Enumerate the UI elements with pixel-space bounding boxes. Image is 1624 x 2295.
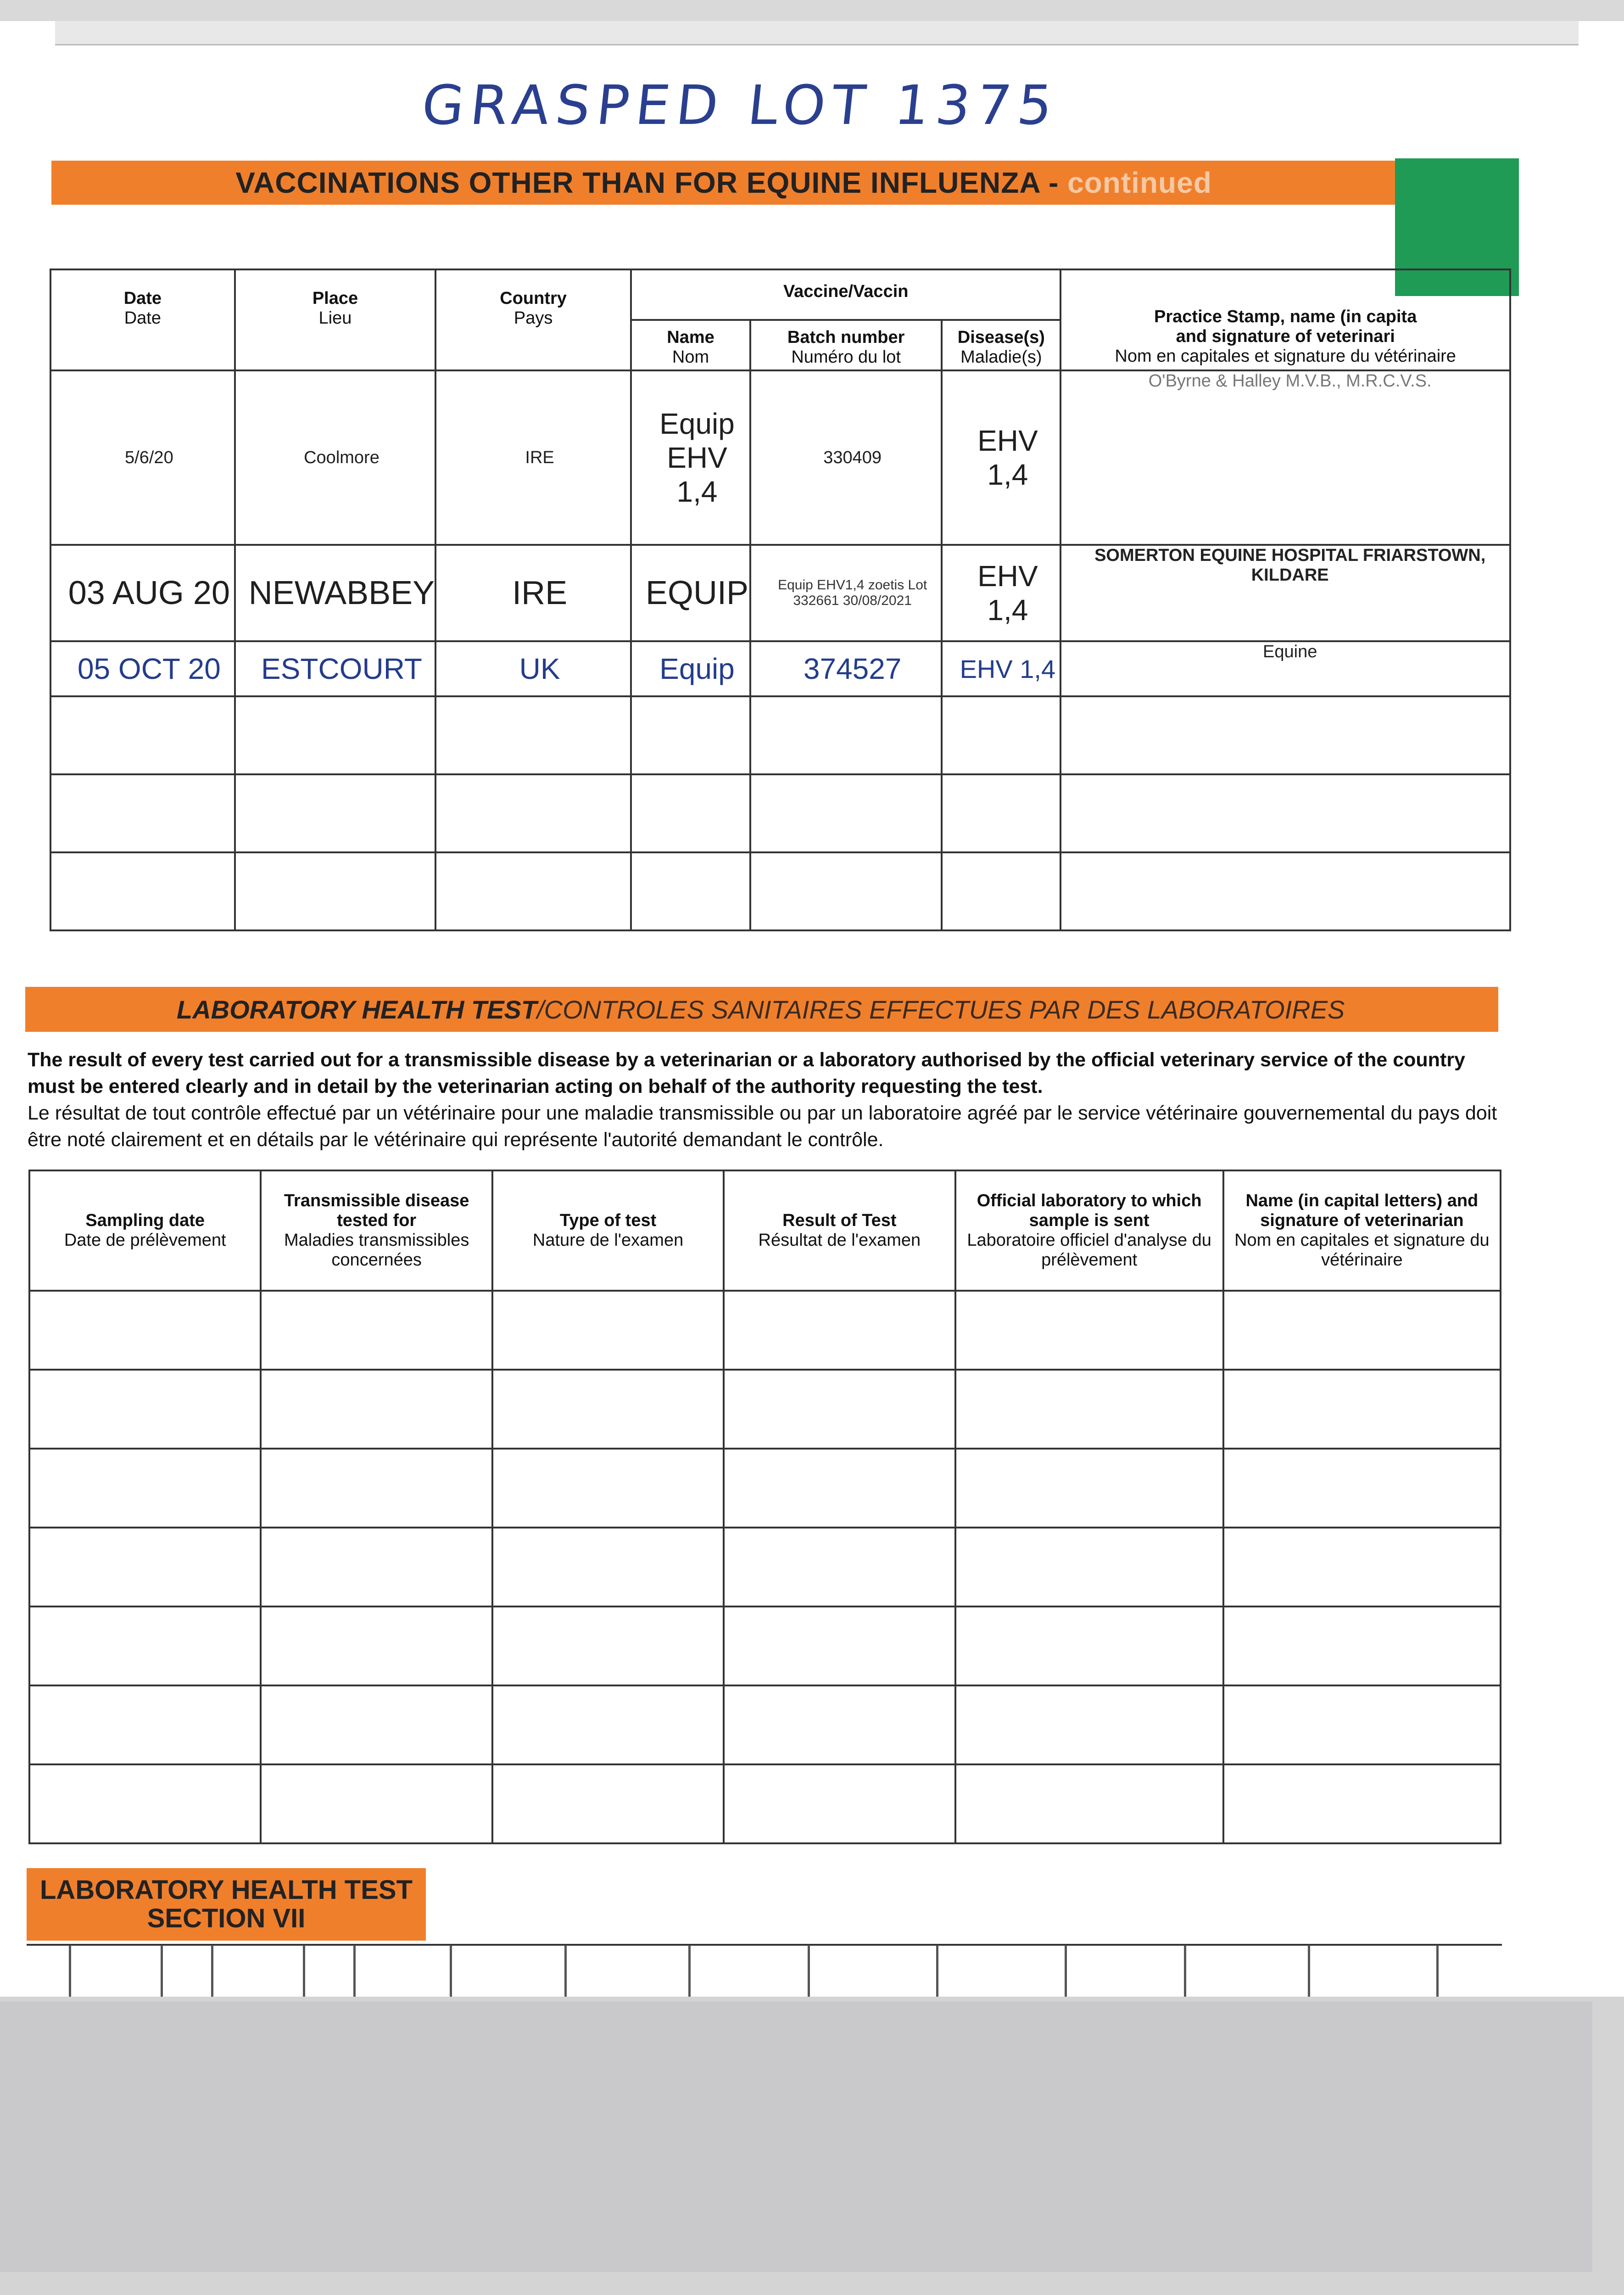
table-row — [29, 1606, 1501, 1685]
row1-disease: EHV 1,4 — [942, 370, 1060, 545]
vaccination-section-title-suffix: continued — [1067, 166, 1212, 199]
vaccination-section-banner — [51, 161, 1396, 205]
row3-country: UK — [435, 641, 631, 696]
strip-divider — [69, 1945, 71, 2000]
section-label-line1: LABORATORY HEALTH TEST — [40, 1875, 413, 1905]
strip-divider — [450, 1945, 452, 2000]
row1-place: Coolmore — [235, 370, 435, 545]
table-row — [50, 370, 1510, 545]
row3-name: Equip — [631, 641, 750, 696]
lab-instructions-fr: Le résultat de tout contrôle effectué par un vétérinaire pour une maladie transmissible ou par un laboratoire agréé par le service vétérinaire gouvernemental du pays doit être noté clairement et en détails par le vétérinaire qui représente l'autorité demandant le contrôle. — [28, 1102, 1497, 1151]
strip-divider — [211, 1945, 213, 2000]
row2-name: EQUIP — [631, 545, 750, 641]
row2-batch-sticker: Equip EHV1,4 zoetis Lot 332661 30/08/2021 — [750, 545, 942, 641]
row1-date: 5/6/20 — [50, 370, 235, 545]
lab-section-title-bold: LABORATORY HEALTH TEST — [177, 995, 537, 1024]
strip-divider — [688, 1945, 691, 2000]
row2-country: IRE — [435, 545, 631, 641]
col-batch-header: Batch number Numéro du lot — [750, 320, 942, 370]
col-practice-header: Practice Stamp, name (in capita and signature of veterinari Nom en capitales et signature du vétérinaire — [1060, 269, 1510, 370]
table-row — [50, 696, 1510, 774]
col-vaccine-group-header: Vaccine/Vaccin — [631, 269, 1060, 320]
row1-name: Equip EHV 1,4 — [631, 370, 750, 545]
table-row — [29, 1291, 1501, 1370]
row3-stamp: Equine — [1060, 641, 1510, 696]
strip-divider — [936, 1945, 938, 2000]
lab-test-table — [28, 1170, 1501, 1844]
lab-instructions — [28, 1047, 1505, 1153]
strip-divider — [564, 1945, 567, 2000]
scan-bottom-shadow — [0, 2001, 1592, 2272]
row3-date: 05 OCT 20 — [50, 641, 235, 696]
row2-place: NEWABBEY — [235, 545, 435, 641]
row1-batch: 330409 — [750, 370, 942, 545]
lab-section-banner — [25, 987, 1498, 1032]
table-row — [50, 641, 1510, 696]
row3-batch: 374527 — [750, 641, 942, 696]
scan-top-edge — [0, 0, 1624, 21]
col-disease-tested-header: Transmissible disease tested for Maladies transmissibles concernées — [261, 1170, 492, 1291]
col-date-header: Date Date — [50, 269, 235, 370]
strip-divider — [1065, 1945, 1067, 2000]
row2-stamp: SOMERTON EQUINE HOSPITAL FRIARSTOWN, KILDARE — [1060, 545, 1510, 641]
col-test-type-header: Type of test Nature de l'examen — [492, 1170, 724, 1291]
col-name-header: Name Nom — [631, 320, 750, 370]
lab-instructions-en: The result of every test carried out for a transmissible disease by a veterinarian or a laboratory authorised by the official veterinary service of the country must be entered clearly and in detail by the veterinarian acting on behalf of the authority requesting the test. — [28, 1049, 1465, 1097]
row2-disease: EHV 1,4 — [942, 545, 1060, 641]
strip-divider — [161, 1945, 163, 2000]
table-row — [29, 1764, 1501, 1843]
strip-divider — [1308, 1945, 1310, 2000]
col-disease-header: Disease(s) Maladie(s) — [942, 320, 1060, 370]
table-row — [50, 774, 1510, 852]
handwritten-lot-note: GRASPED LOT 1375 — [419, 73, 1062, 137]
table-row — [50, 852, 1510, 930]
strip-divider — [1436, 1945, 1439, 2000]
row3-disease: EHV 1,4 — [942, 641, 1060, 696]
strip-divider — [808, 1945, 810, 2000]
col-vet-signature-header: Name (in capital letters) and signature of veterinarian Nom en capitales et signature du vétérinaire — [1223, 1170, 1501, 1291]
col-country-header: Country Pays — [435, 269, 631, 370]
col-official-lab-header: Official laboratory to which sample is sent Laboratoire officiel d'analyse du prélèvement — [955, 1170, 1223, 1291]
col-test-result-header: Result of Test Résultat de l'examen — [724, 1170, 955, 1291]
strip-divider — [1184, 1945, 1186, 2000]
section-vii-label — [27, 1868, 426, 1941]
table-row — [29, 1449, 1501, 1528]
vaccination-table — [50, 269, 1511, 931]
table-row — [29, 1685, 1501, 1764]
row2-date: 03 AUG 20 — [50, 545, 235, 641]
table-row — [29, 1370, 1501, 1449]
table-row — [29, 1528, 1501, 1606]
table-row — [50, 545, 1510, 641]
scan-top-shadow — [55, 21, 1579, 45]
col-sampling-date-header: Sampling date Date de prélèvement — [29, 1170, 261, 1291]
section-label-line2: SECTION VII — [147, 1903, 306, 1933]
row3-place: ESTCOURT — [235, 641, 435, 696]
lab-section-title-rest: /CONTROLES SANITAIRES EFFECTUES PAR DES LABORATOIRES — [537, 995, 1345, 1024]
strip-divider — [303, 1945, 305, 2000]
row1-country: IRE — [435, 370, 631, 545]
vaccination-section-title: VACCINATIONS OTHER THAN FOR EQUINE INFLUENZA - — [235, 166, 1059, 199]
row1-stamp: O'Byrne & Halley M.V.B., M.R.C.V.S. — [1060, 370, 1510, 545]
strip-divider — [353, 1945, 356, 2000]
col-place-header: Place Lieu — [235, 269, 435, 370]
next-page-strip — [27, 1944, 1502, 1996]
